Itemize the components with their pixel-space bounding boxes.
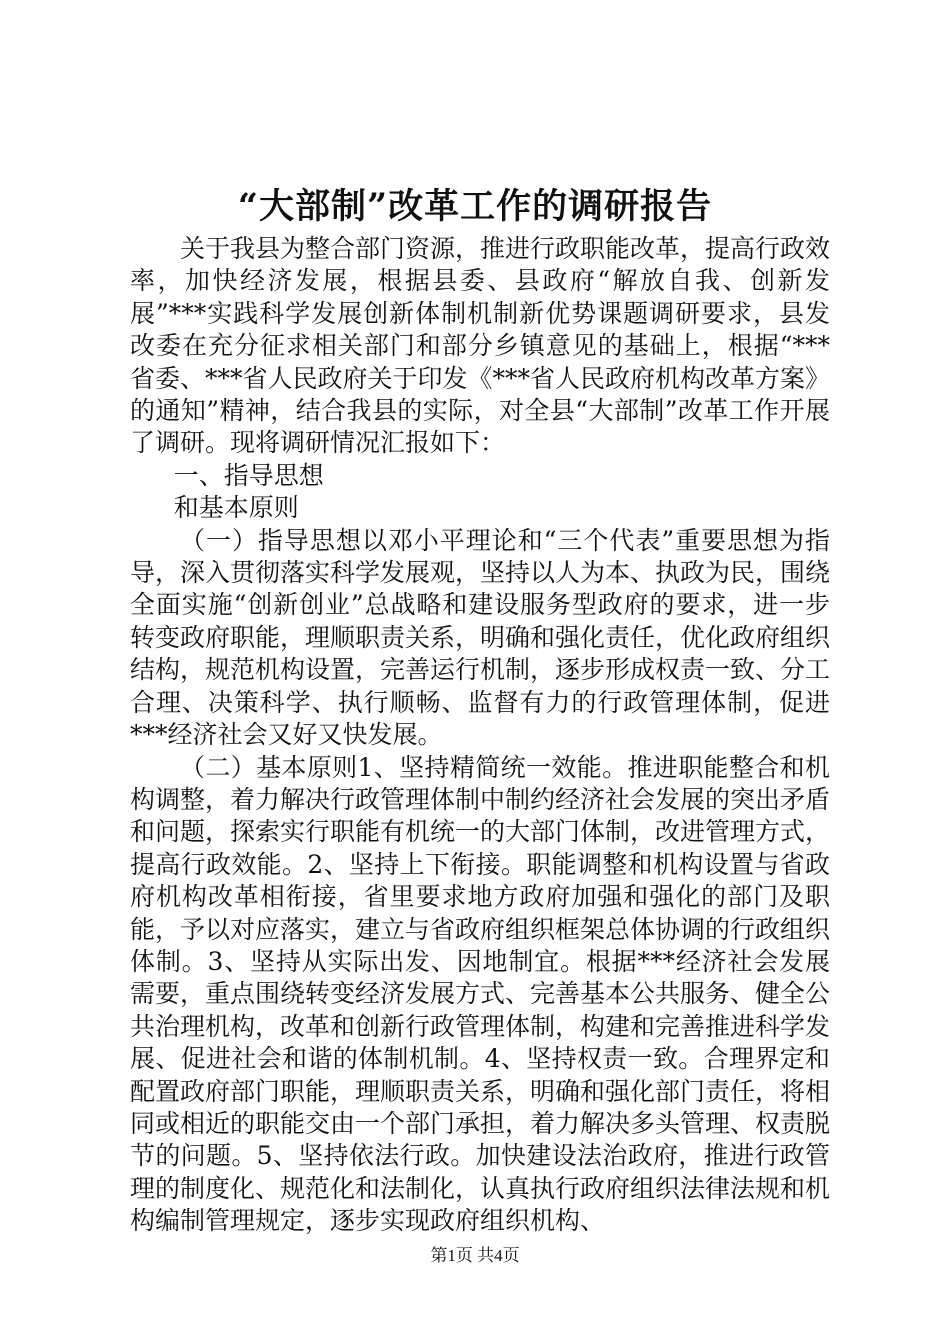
basic-principles-paragraph: （二）基本原则1、坚持精简统一效能。推进职能整合和机构调整，着力解决行政管理体制中制约经济社会发展的突出矛盾和问题，探索实行职能有机统一的大部门体制，改进管理方式，提高行政效能。2、坚持上下衔接。职能调整和机构设置与省政府机构改革相衔接，省里要求地方政府加强和强化的部门及职能，予以对应落实，建立与省政府组织框架总体协调的行政组织体制。3、坚持从实际出发、因地制宜。根据***经济社会发展需要，重点围绕转变经济发展方式、完善基本公共服务、健全公共治理机构，改革和创新行政管理体制，构建和完善推进科学发展、促进社会和谐的体制机制。4、坚持权责一致。合理界定和配置政府部门职能，理顺职责关系，明确和强化部门责任，将相同或相近的职能交由一个部门承担，着力解决多头管理、权责脱节的问题。5、坚持依法行政。加快建设法治政府，推进行政管理的制度化、规范化和法制化，认真执行政府组织法律法规和机构编制管理规定，逐步实现政府组织机构、	[130, 752, 831, 1236]
document-body	[130, 233, 830, 1238]
section-heading-continued: 和基本原则	[173, 493, 299, 523]
section-heading: 一、指导思想	[173, 460, 324, 490]
document-title: “大部制”改革工作的调研报告	[237, 186, 713, 227]
intro-paragraph: 关于我县为整合部门资源，推进行政职能改革，提高行政效率，加快经济发展，根据县委、县政府“解放自我、创新发展”***实践科学发展创新体制机制新优势课题调研要求，县发改委在充分征求相关部门和部分乡镇意见的基础上，根据“***省委、***省人民政府关于印发《***省人民政府机构改革方案》的通知”精神，结合我县的实际，对全县“大部制”改革工作开展了调研。现将调研情况汇报如下：	[130, 234, 831, 458]
guiding-thought-paragraph: （一）指导思想以邓小平理论和“三个代表”重要思想为指导，深入贯彻落实科学发展观，坚持以人为本、执政为民，围绕全面实施“创新创业”总战略和建设服务型政府的要求，进一步转变政府职能，理顺职责关系，明确和强化责任，优化政府组织结构，规范机构设置，完善运行机制，逐步形成权责一致、分工合理、决策科学、执行顺畅、监督有力的行政管理体制，促进***经济社会又好又快发展。	[130, 525, 831, 750]
page-number: 第1页 共4页	[430, 1246, 520, 1265]
